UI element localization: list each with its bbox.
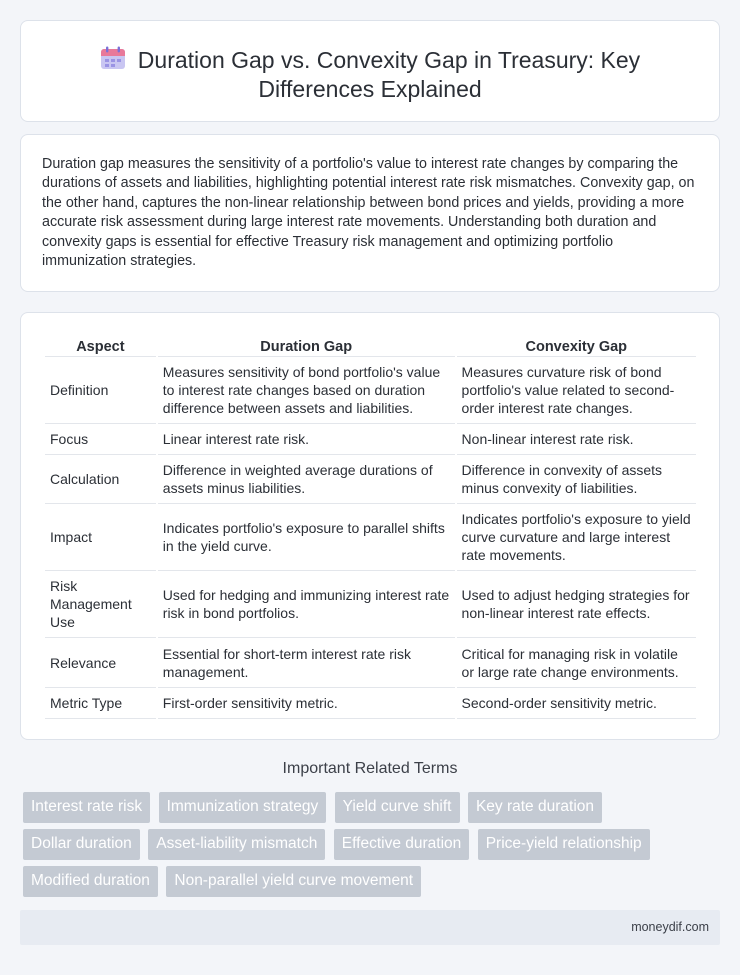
table-row (45, 638, 696, 688)
row-duration-gap: Measures sensitivity of bond portfolio's value to interest rate changes based on duration difference between assets and liabilities. (158, 357, 455, 424)
row-convexity-gap: Used to adjust hedging strategies for non-linear interest rate effects. (457, 571, 696, 638)
row-convexity-gap: Critical for managing risk in volatile or large rate change environments. (457, 638, 696, 688)
related-term-tag[interactable]: Modified duration (23, 866, 158, 897)
row-convexity-gap: Difference in convexity of assets minus convexity of liabilities. (457, 455, 696, 504)
table-row (45, 571, 696, 638)
table-row (45, 424, 696, 455)
intro-paragraph: Duration gap measures the sensitivity of a portfolio's value to interest rate changes by comparing the durations of assets and liabilities, highlighting potential interest rate risk mismatches. Convexity gap, on the other hand, captures the non-linear relationship between bond prices and yields, providing a more accurate risk assessment during large interest rate movements. Understanding both duration and convexity gaps is essential for effective Treasury risk management and optimizing portfolio immunization strategies. (42, 156, 695, 270)
title-card (20, 20, 720, 122)
row-duration-gap: Difference in weighted average durations of assets minus liabilities. (158, 455, 455, 504)
row-aspect: Definition (45, 357, 156, 424)
row-duration-gap: First-order sensitivity metric. (158, 688, 455, 719)
related-term-tag[interactable]: Yield curve shift (335, 792, 460, 823)
header-aspect: Aspect (45, 333, 156, 357)
row-convexity-gap: Second-order sensitivity metric. (457, 688, 696, 719)
row-duration-gap: Essential for short-term interest rate risk management. (158, 638, 455, 688)
row-aspect: Risk Management Use (45, 571, 156, 638)
row-aspect: Focus (45, 424, 156, 455)
table-row (45, 455, 696, 504)
title-line-1: Duration Gap vs. Convexity Gap in Treasury: Key (137, 47, 641, 73)
table-header-row (45, 333, 696, 357)
comparison-card (20, 312, 720, 740)
header-convexity-gap: Convexity Gap (457, 333, 696, 357)
page-title (21, 46, 719, 104)
title-line-2: Differences Explained (258, 76, 482, 102)
row-aspect: Relevance (45, 638, 156, 688)
related-term-tag[interactable]: Interest rate risk (23, 792, 150, 823)
row-convexity-gap: Measures curvature risk of bond portfolio's value related to second-order interest rate changes. (457, 357, 696, 424)
table-row (45, 357, 696, 424)
row-aspect: Metric Type (45, 688, 156, 719)
footer (20, 910, 720, 945)
related-term-tag[interactable]: Effective duration (334, 829, 469, 860)
related-term-tag[interactable]: Key rate duration (468, 792, 602, 823)
table-row (45, 504, 696, 571)
related-terms-title: Important Related Terms (282, 760, 458, 777)
related-term-tag[interactable]: Non-parallel yield curve movement (166, 866, 421, 897)
row-duration-gap: Used for hedging and immunizing interest rate risk in bond portfolios. (158, 571, 455, 638)
row-duration-gap: Indicates portfolio's exposure to parallel shifts in the yield curve. (158, 504, 455, 571)
header-duration-gap: Duration Gap (158, 333, 455, 357)
related-terms-list (23, 792, 723, 903)
related-term-tag[interactable]: Immunization strategy (159, 792, 327, 823)
related-term-tag[interactable]: Dollar duration (23, 829, 140, 860)
table-row (45, 688, 696, 719)
row-convexity-gap: Indicates portfolio's exposure to yield curve curvature and large interest rate movements. (457, 504, 696, 571)
comparison-table (43, 333, 698, 719)
related-term-tag[interactable]: Asset-liability mismatch (148, 829, 325, 860)
calendar-icon (100, 46, 126, 70)
row-convexity-gap: Non-linear interest rate risk. (457, 424, 696, 455)
row-aspect: Impact (45, 504, 156, 571)
row-aspect: Calculation (45, 455, 156, 504)
footer-site-link[interactable]: moneydif.com (631, 920, 709, 934)
row-duration-gap: Linear interest rate risk. (158, 424, 455, 455)
intro-card (20, 134, 720, 292)
related-term-tag[interactable]: Price-yield relationship (478, 829, 650, 860)
